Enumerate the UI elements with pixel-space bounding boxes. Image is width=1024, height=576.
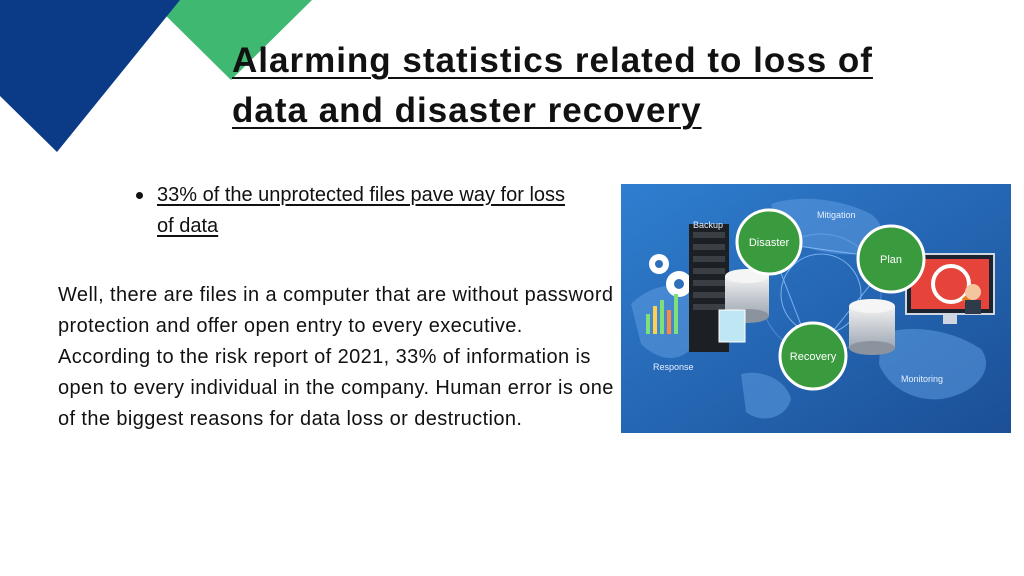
bullet-list: [136, 180, 576, 242]
plan-circle: [858, 226, 924, 292]
bullet-icon: [136, 192, 143, 199]
body-paragraph: Well, there are files in a computer that are without password protection and offer open entry to every executive. According to the risk report of 2021, 33% of information is open to every individual in the company. Human error is one of the biggest reasons for data loss or destruction.: [58, 284, 614, 430]
recovery-circle: [780, 323, 846, 389]
plan-label: Plan: [879, 254, 903, 266]
disaster-circle: [737, 210, 801, 274]
disaster-label: Disaster: [748, 237, 790, 249]
backup-label: Backup: [693, 220, 724, 230]
database-icon: [849, 299, 895, 355]
response-label: Response: [653, 362, 694, 372]
recovery-label: Recovery: [789, 351, 837, 363]
page-title: Alarming statistics related to loss of data and disaster recovery: [232, 41, 873, 130]
document-icon: [719, 310, 745, 342]
navy-triangle: [0, 0, 180, 152]
bullet-text: 33% of the unprotected files pave way for loss of data: [157, 184, 566, 237]
disaster-recovery-illustration: [621, 184, 1011, 433]
mitigation-label: Mitigation: [817, 210, 856, 220]
list-item: [136, 180, 576, 242]
monitoring-label: Monitoring: [901, 374, 944, 384]
